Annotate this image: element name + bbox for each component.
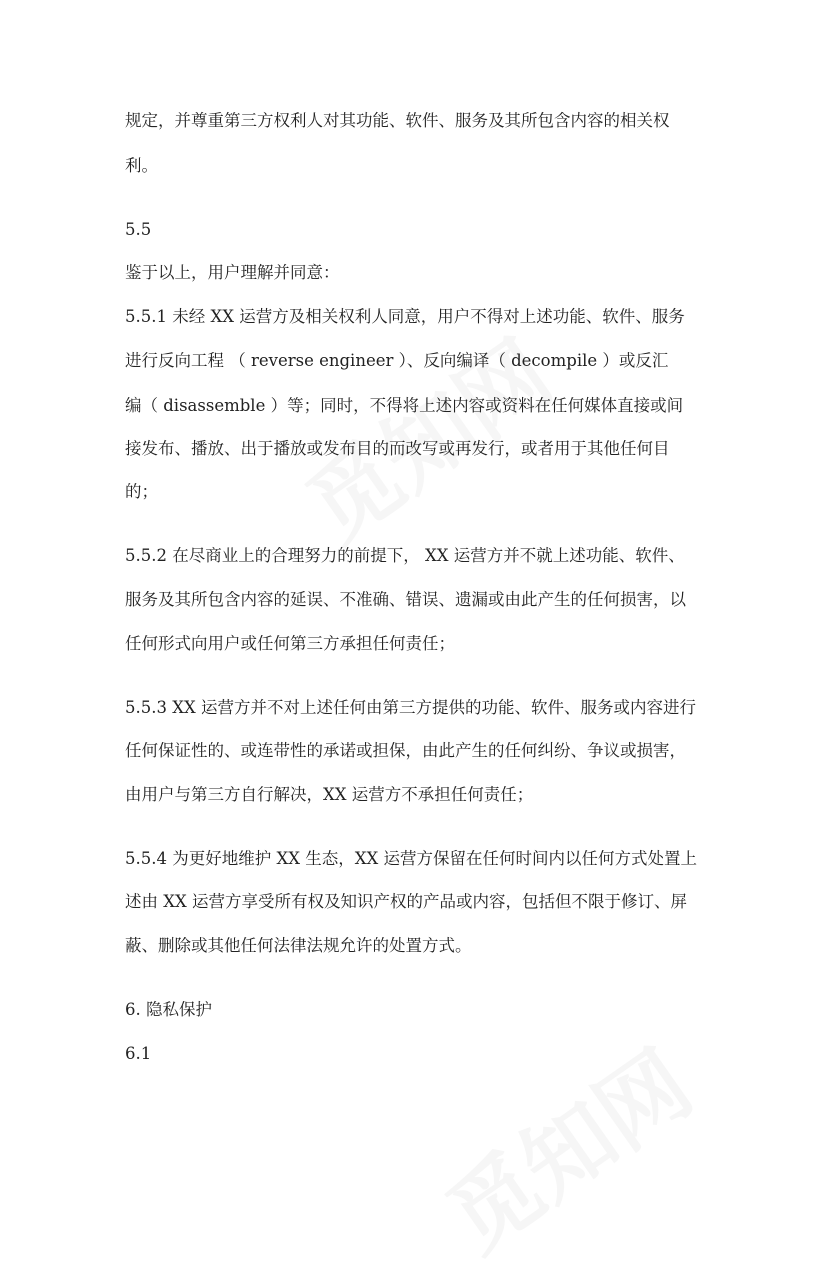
text-line: 鉴于以上，用户理解并同意： bbox=[125, 263, 340, 282]
section-heading: 6. 隐私保护 bbox=[125, 1000, 212, 1019]
text-line: 接发布、播放、出于播放或发布目的而改写或再发行，或者用于其他任何目 bbox=[125, 439, 670, 458]
section-number: 6.1 bbox=[125, 1044, 152, 1063]
text-line: 任何形式向用户或任何第三方承担任何责任； bbox=[125, 634, 455, 653]
text-line: 规定，并尊重第三方权利人对其功能、软件、服务及其所包含内容的相关权 bbox=[125, 111, 670, 130]
text-line: 进行反向工程 （ reverse engineer ）、反向编译（ decompile ）或反汇 bbox=[125, 351, 669, 370]
text-line: 任何保证性的、或连带性的承诺或担保，由此产生的任何纠纷、争议或损害， bbox=[125, 741, 686, 760]
text-line: 由用户与第三方自行解决，XX 运营方不承担任何责任； bbox=[125, 785, 534, 804]
text-line: 利。 bbox=[125, 156, 158, 175]
clause-5-5-3: 5.5.3 XX 运营方并不对上述任何由第三方提供的功能、软件、服务或内容进行 bbox=[125, 698, 696, 717]
watermark-bottom bbox=[417, 1014, 713, 1275]
text-line: 蔽、删除或其他任何法律法规允许的处置方式。 bbox=[125, 936, 472, 955]
section-number: 5.5 bbox=[125, 220, 152, 239]
clause-5-5-1: 5.5.1 未经 XX 运营方及相关权利人同意，用户不得对上述功能、软件、服务 bbox=[125, 307, 685, 326]
text-line: 编（ disassemble ）等；同时，不得将上述内容或资料在任何媒体直接或间 bbox=[125, 396, 684, 415]
text-line: 述由 XX 运营方享受所有权及知识产权的产品或内容，包括但不限于修订、屏 bbox=[125, 892, 687, 911]
text-line: 的； bbox=[125, 482, 158, 501]
clause-5-5-2: 5.5.2 在尽商业上的合理努力的前提下， XX 运营方并不就上述功能、软件、 bbox=[125, 546, 685, 565]
clause-5-5-4: 5.5.4 为更好地维护 XX 生态，XX 运营方保留在任何时间内以任何方式处置上 bbox=[125, 849, 697, 868]
watermark bbox=[277, 304, 573, 565]
text-line: 服务及其所包含内容的延误、不准确、错误、遗漏或由此产生的任何损害，以 bbox=[125, 590, 686, 609]
